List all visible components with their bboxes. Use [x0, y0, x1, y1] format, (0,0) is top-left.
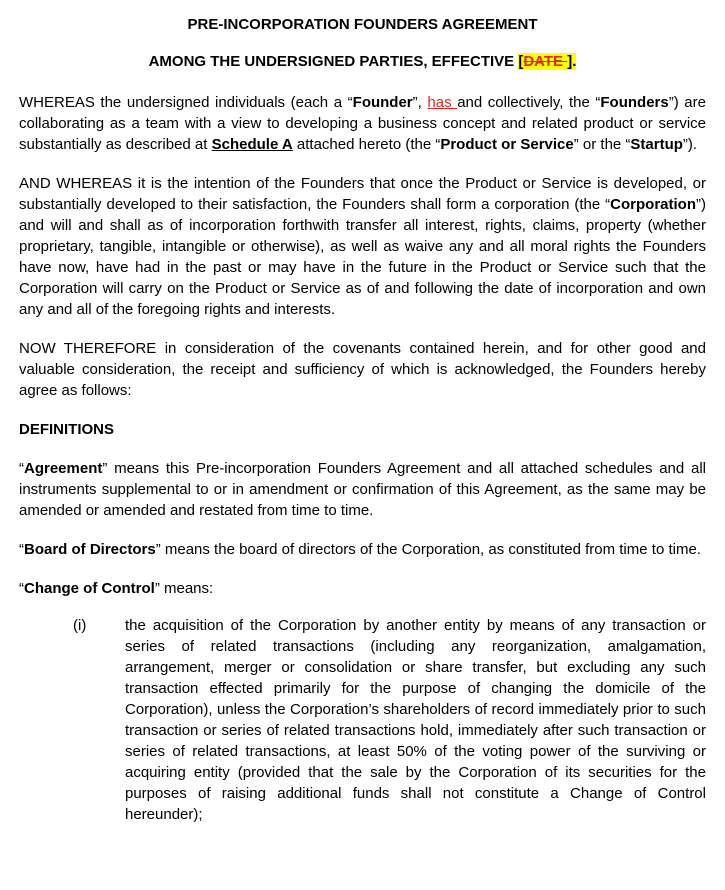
definitions-heading: DEFINITIONS: [19, 421, 115, 438]
date-placeholder: [518, 53, 576, 70]
quote-mark: “: [19, 580, 24, 597]
definition-change-of-control: [19, 578, 706, 599]
text-run: attached hereto (the “: [292, 136, 441, 153]
term-corporation: Corporation: [610, 196, 696, 213]
document-title: PRE-INCORPORATION FOUNDERS AGREEMENT: [187, 16, 538, 33]
term-product-or-service: Product or Service: [440, 136, 574, 153]
whereas-paragraph-1: [19, 92, 706, 155]
term-startup: Startup: [630, 136, 683, 153]
item-number: (i): [73, 617, 87, 634]
inserted-text: has: [427, 94, 458, 111]
list-item: [19, 615, 706, 825]
now-therefore-paragraph: NOW THEREFORE in consideration of the covenants contained herein, and for other good and valuable consideration, the receipt and sufficiency of which is acknowledged, the Founders hereby agree as follows:: [19, 340, 706, 399]
date-deleted-text: DATE: [523, 53, 568, 70]
text-run: ”).: [682, 136, 698, 153]
whereas-paragraph-2: [19, 173, 706, 320]
text-run: ”) are collaborating as a team with a view to developing a business concept and related product or service substantially as described at: [19, 94, 706, 153]
item-text: the acquisition of the Corporation by another entity by means of any transaction or series of related transactions (including any reorganization, amalgamation, arrangement, merger or consolidation or share transfer, but excluding any such transaction effected primarily for the purpose of changing the domicile of the Corporation), unless the Corporation’s shareholders of record immediately prior to such transaction or series of related transactions hold, immediately after such transaction or series of related transactions, at least 50% of the voting power of the surviving or acquiring entity (provided that the sale by the Corporation of its securities for the purposes of raising additional funds shall not constitute a Change of Control hereunder);: [125, 617, 706, 823]
quote-mark: “: [19, 541, 24, 558]
definition-board-of-directors: [19, 539, 706, 560]
text-run: ” or the “: [573, 136, 631, 153]
bracket-open: [: [518, 53, 524, 70]
definition-agreement: [19, 458, 706, 521]
definition-text: ” means:: [154, 580, 214, 597]
subtitle-prefix: AMONG THE UNDERSIGNED PARTIES, EFFECTIVE: [148, 53, 519, 70]
schedule-a-reference: Schedule A: [211, 136, 293, 153]
term-founder: Founder: [352, 94, 413, 111]
bracket-close: ].: [567, 53, 577, 70]
term-board-of-directors: Board of Directors: [24, 541, 156, 558]
term-founders: Founders: [600, 94, 669, 111]
text-run: and collectively, the “: [457, 94, 601, 111]
quote-mark: “: [19, 460, 24, 477]
text-run: ”,: [412, 94, 428, 111]
term-change-of-control: Change of Control: [24, 580, 155, 597]
text-run: ”) and will and shall as of incorporation forthwith transfer all interest, rights, claims, property (whether proprietary, tangible, intangible or otherwise), as well as waive any and all moral rights the Founders have now, have had in the past or may have in the future in the Product or Service such that the Corporation will carry on the Product or Service as of and following the date of incorporation and own any and all of the foregoing rights and interests.: [19, 196, 706, 318]
text-run: WHEREAS the undersigned individuals (each a “: [19, 94, 353, 111]
definition-text: ” means the board of directors of the Corporation, as constituted from time to time.: [155, 541, 701, 558]
document-subtitle: [19, 51, 706, 72]
definition-text: ” means this Pre-incorporation Founders Agreement and all attached schedules and all instruments supplemental to or in amendment or confirmation of this Agreement, as the same may be amended or amended and restated from time to time.: [19, 460, 706, 519]
term-agreement: Agreement: [24, 460, 103, 477]
text-run: AND WHEREAS it is the intention of the Founders that once the Product or Service is developed, or substantially developed to their satisfaction, the Founders shall form a corporation (the “: [19, 175, 706, 213]
